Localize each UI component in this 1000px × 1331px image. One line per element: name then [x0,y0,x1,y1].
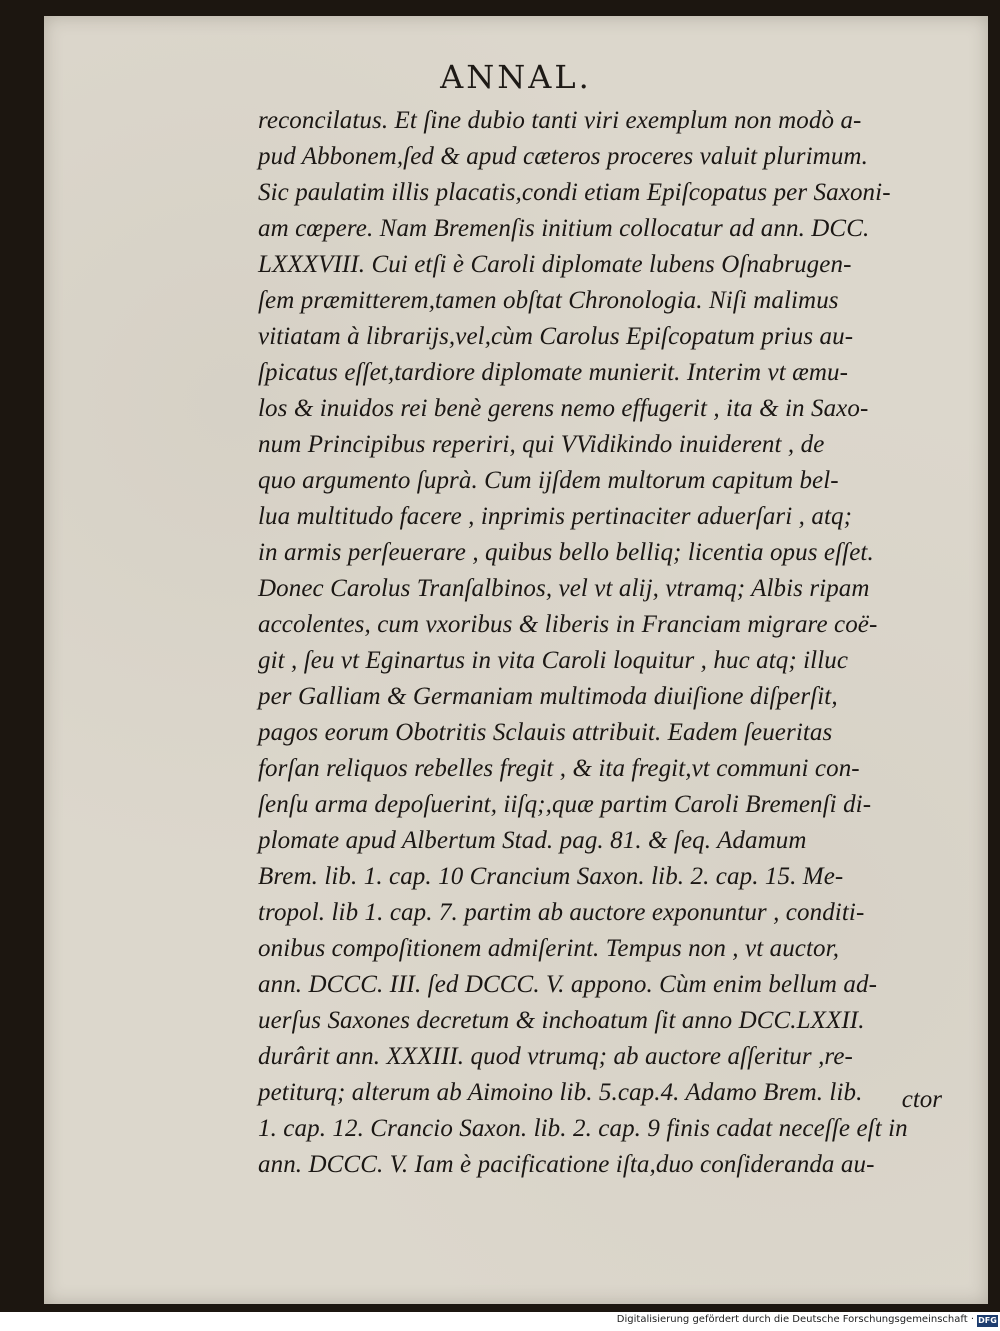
text-line: forſan reliquos rebelles fregit , & ita fregit,vt communi con- [258,755,860,782]
book-page [44,16,988,1304]
text-line: onibus compoſitionem admiſerint. Tempus non , vt auctor, [258,935,840,962]
text-line: pagos eorum Obotritis Sclauis attribuit. Eadem ſeueritas [258,719,833,746]
text-line: lua multitudo facere , inprimis pertinaciter aduerſari , atq; [258,503,853,530]
text-line: vitiatam à librarijs,vel,cùm Carolus Epiſcopatum prius au- [258,323,854,350]
text-line: plomate apud Albertum Stad. pag. 81. & ſeq. Adamum [258,827,807,854]
text-line: quo argumento ſuprà. Cum ijſdem multorum capitum bel- [258,467,839,494]
text-line: accolentes, cum vxoribus & liberis in Franciam migrare coë- [258,611,878,638]
text-line: durârit ann. XXXIII. quod vtrumq; ab auctore aſſeritur ,re- [258,1043,853,1070]
text-line: Brem. lib. 1. cap. 10 Crancium Saxon. lib. 2. cap. 15. Me- [258,863,844,890]
text-line: Donec Carolus Tranſalbinos, vel vt alij, vtramq; Albis ripam [258,575,870,602]
text-line: git , ſeu vt Eginartus in vita Caroli loquitur , huc atq; illuc [258,647,849,674]
dfg-logo-icon: DFG [978,1316,997,1325]
text-line: ſenſu arma depoſuerint, iiſq;,quæ partim Caroli Bremenſi di- [258,791,872,818]
text-line: ſem præmitterem,tamen obſtat Chronologia. Niſi malimus [258,287,839,314]
text-line: num Principibus reperiri, qui VVidikindo inuiderent , de [258,431,825,458]
catchword: ctor [901,1086,942,1113]
text-line: ann. DCCC. III. ſed DCCC. V. appono. Cùm enim bellum ad- [258,971,878,998]
text-line: Sic paulatim illis placatis,condi etiam Epiſcopatus per Saxoni- [258,179,891,206]
footer-bar [0,1312,1000,1331]
text-block [258,103,958,1183]
text-line: tropol. lib 1. cap. 7. partim ab auctore exponuntur , conditi- [258,899,865,926]
running-head: ANNAL. [440,58,592,96]
text-line: 1. cap. 12. Crancio Saxon. lib. 2. cap. 9 finis cadat neceſſe eſt in [258,1115,908,1142]
text-line: LXXXVIII. Cui etſi è Caroli diplomate lubens Oſnabrugen- [258,251,852,278]
text-line: am cœpere. Nam Bremenſis initium collocatur ad ann. DCC. [258,215,870,242]
text-line: ſpicatus eſſet,tardiore diplomate munierit. Interim vt æmu- [258,359,849,386]
text-line: los & inuidos rei benè gerens nemo effugerit , ita & in Saxo- [258,395,869,422]
text-line: petiturq; alterum ab Aimoino lib. 5.cap.4. Adamo Brem. lib. [258,1079,863,1106]
text-line: per Galliam & Germaniam multimoda diuiſione diſperſit, [258,683,838,710]
text-line: in armis perſeuerare , quibus bello belliq; licentia opus eſſet. [258,539,874,566]
text-line: uerſus Saxones decretum & inchoatum ſit anno DCC.LXXII. [258,1007,865,1034]
footer-credit: Digitalisierung gefördert durch die Deutsche Forschungsgemeinschaft · [616,1314,974,1325]
text-line: ann. DCCC. V. Iam è pacificatione iſta,duo conſideranda au- [258,1151,875,1178]
text-line: pud Abbonem,ſed & apud cæteros proceres valuit plurimum. [258,143,868,170]
text-line: reconcilatus. Et ſine dubio tanti viri exemplum non modò a- [258,107,862,134]
